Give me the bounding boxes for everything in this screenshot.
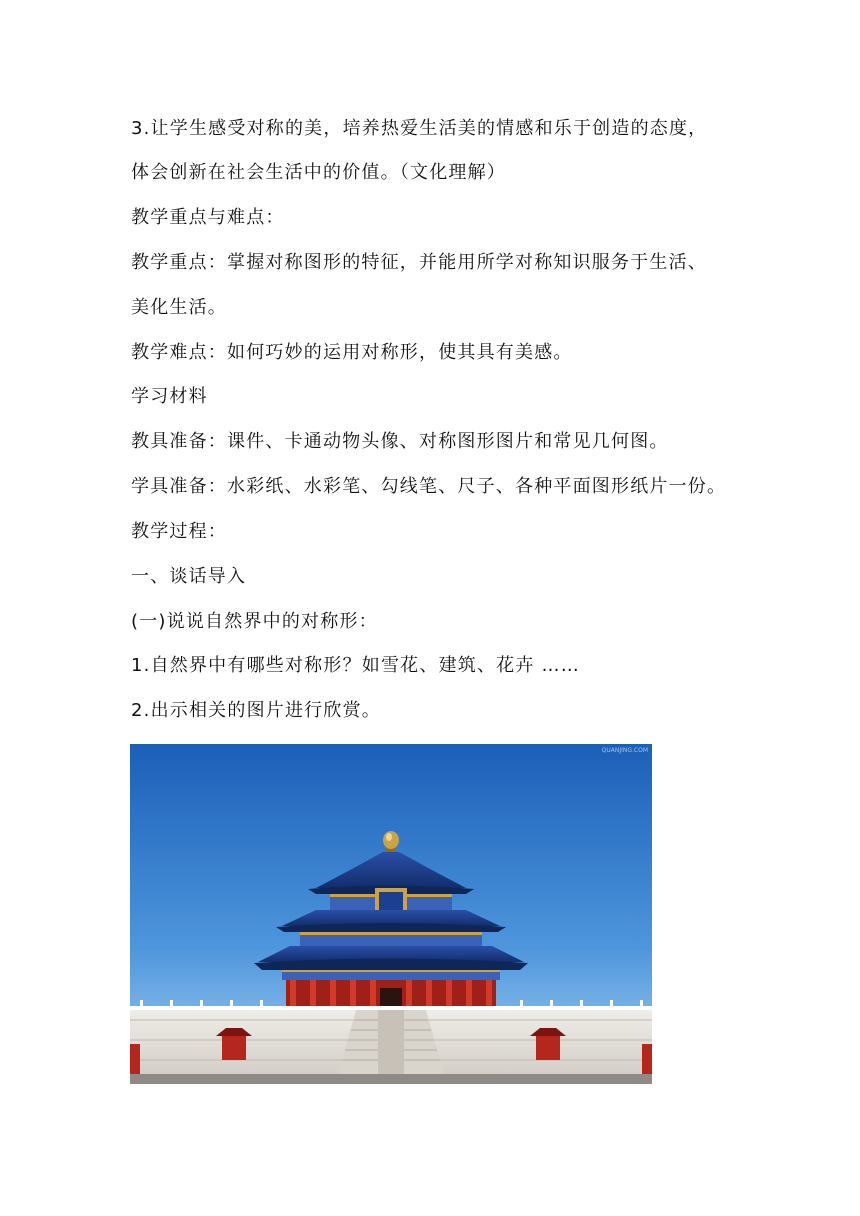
- text-line-key-point-cont: 美化生活。: [131, 297, 227, 318]
- heading-key-points: 教学重点与难点：: [131, 207, 285, 228]
- text-line-objective-3: 3.让学生感受对称的美，培养热爱生活美的情感和乐于创造的态度，: [131, 118, 708, 139]
- temple-of-heaven-photo: [130, 744, 652, 1084]
- heading-process: 教学过程：: [131, 521, 227, 542]
- text-line-question-1: 1.自然界中有哪些对称形？如雪花、建筑、花卉 ……: [131, 655, 580, 676]
- heading-subsection-1: (一)说说自然界中的对称形：: [131, 611, 378, 632]
- heading-materials: 学习材料: [131, 386, 208, 407]
- text-line-question-2: 2.出示相关的图片进行欣赏。: [131, 700, 381, 721]
- watermark-text: QUANJING.COM: [601, 747, 648, 754]
- heading-section-1: 一、谈话导入: [131, 566, 247, 587]
- text-line-objective-3-cont: 体会创新在社会生活中的价值。（文化理解）: [131, 162, 506, 183]
- text-line-teacher-materials: 教具准备：课件、卡通动物头像、对称图形图片和常见几何图。: [131, 431, 669, 452]
- text-line-difficulty: 教学难点：如何巧妙的运用对称形，使其具有美感。: [131, 342, 573, 363]
- text-line-student-materials: 学具准备：水彩纸、水彩笔、勾线笔、尺子、各种平面图形纸片一份。: [131, 476, 727, 497]
- text-line-key-point: 教学重点：掌握对称图形的特征，并能用所学对称知识服务于生活、: [131, 252, 707, 273]
